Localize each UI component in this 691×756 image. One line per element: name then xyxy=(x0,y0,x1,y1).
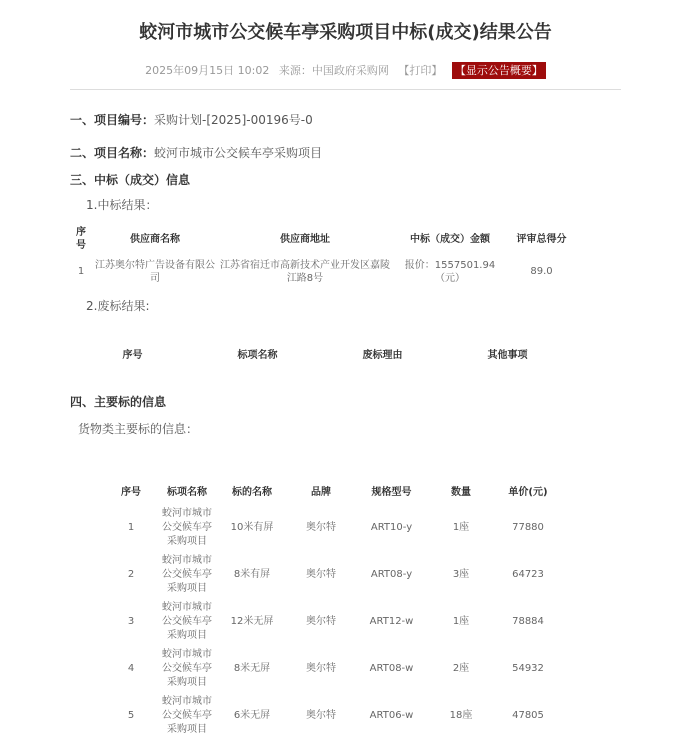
goods-cell-price: 54932 xyxy=(512,662,544,674)
page-title: 蛟河市城市公交候车亭采购项目中标(成交)结果公告 xyxy=(139,22,552,43)
goods-cell-no: 1 xyxy=(127,521,135,533)
goods-cell-brand: 奥尔特 xyxy=(306,709,336,721)
rejected-table-header-row xyxy=(70,347,570,363)
award-col-no: 序号 xyxy=(76,227,86,251)
goods-table-row xyxy=(106,645,561,692)
section-project-number xyxy=(70,112,621,129)
rejected-bids-table xyxy=(70,347,570,363)
section-award-info-heading: 三、中标（成交）信息 xyxy=(70,173,191,187)
goods-cell-qty: 18座 xyxy=(449,709,473,721)
goods-table-row xyxy=(106,598,561,645)
project-name-value: 蛟河市城市公交候车亭采购项目 xyxy=(154,146,323,160)
award-col-score: 评审总得分 xyxy=(516,233,567,245)
goods-col-price: 单价(元) xyxy=(508,486,548,498)
award-cell-no: 1 xyxy=(77,266,85,277)
goods-cell-model: ART10-y xyxy=(370,521,413,533)
show-summary-button[interactable]: 【显示公告概要】 xyxy=(452,62,546,79)
goods-cell-model: ART06-w xyxy=(369,709,414,721)
goods-cell-brand: 奥尔特 xyxy=(306,615,336,627)
goods-col-no: 序号 xyxy=(121,486,141,498)
goods-cell-price: 47805 xyxy=(512,709,544,721)
publish-datetime: 2025年09月15日 10:02 xyxy=(145,64,270,77)
goods-cell-qty: 1座 xyxy=(452,615,470,627)
goods-cell-item: 12米无屏 xyxy=(230,615,274,627)
goods-cell-price: 77880 xyxy=(512,521,544,533)
goods-cell-no: 3 xyxy=(127,615,135,627)
goods-cell-brand: 奥尔特 xyxy=(306,521,336,533)
goods-cell-item: 10米有屏 xyxy=(230,521,274,533)
goods-cell-no: 2 xyxy=(127,568,135,580)
goods-cell-qty: 3座 xyxy=(452,568,470,580)
award-table-header-row xyxy=(70,223,575,255)
goods-cell-price: 64723 xyxy=(512,568,544,580)
goods-cell-item: 8米有屏 xyxy=(233,568,271,580)
goods-cell-item: 6米无屏 xyxy=(233,709,271,721)
award-cell-address: 江苏省宿迁市高新技术产业开发区嘉陵江路8号 xyxy=(220,259,390,284)
goods-table-head xyxy=(106,480,561,504)
project-number-value: 采购计划-[2025]-00196号-0 xyxy=(154,113,313,127)
goods-table-body xyxy=(106,504,561,739)
goods-cell-model: ART12-w xyxy=(369,615,414,627)
goods-cell-qty: 1座 xyxy=(452,521,470,533)
goods-col-model: 规格型号 xyxy=(371,486,412,498)
goods-cell-qty: 2座 xyxy=(452,662,470,674)
goods-cell-brand: 奥尔特 xyxy=(306,662,336,674)
award-cell-supplier: 江苏奥尔特广告设备有限公司 xyxy=(95,259,215,284)
goods-col-item: 标的名称 xyxy=(232,486,272,498)
goods-cell-lot: 蛟河市城市公交候车亭采购项目 xyxy=(162,601,212,641)
award-table-head xyxy=(70,223,575,255)
goods-cell-lot: 蛟河市城市公交候车亭采购项目 xyxy=(162,648,212,688)
goods-info-label: 货物类主要标的信息： xyxy=(78,422,199,436)
award-result-label: 1.中标结果： xyxy=(86,198,158,212)
project-name-label: 二、项目名称： xyxy=(70,146,155,160)
project-number-label: 一、项目编号： xyxy=(70,113,155,127)
award-col-address: 供应商地址 xyxy=(280,233,330,245)
award-cell-score: 89.0 xyxy=(530,266,553,277)
goods-table-row xyxy=(106,692,561,739)
announcement-page xyxy=(0,20,691,739)
rejected-col-reason: 废标理由 xyxy=(362,349,403,361)
goods-cell-model: ART08-y xyxy=(370,568,413,580)
goods-cell-no: 4 xyxy=(127,662,135,674)
goods-table-row xyxy=(106,551,561,598)
goods-table-header-row xyxy=(106,480,561,504)
goods-cell-price: 78884 xyxy=(512,615,544,627)
rejected-table-head xyxy=(70,347,570,363)
goods-table-row xyxy=(106,504,561,551)
goods-cell-lot: 蛟河市城市公交候车亭采购项目 xyxy=(162,695,212,735)
goods-col-brand: 品牌 xyxy=(311,486,331,498)
rejected-result-label: 2.废标结果: xyxy=(86,299,150,313)
goods-cell-item: 8米无屏 xyxy=(233,662,271,674)
section-project-name xyxy=(70,145,621,162)
rejected-col-lot: 标项名称 xyxy=(237,349,278,361)
goods-col-qty: 数量 xyxy=(451,486,471,498)
announcement-body xyxy=(70,90,621,739)
award-result-table xyxy=(70,223,575,288)
goods-info-table xyxy=(106,480,561,739)
goods-cell-model: ART08-w xyxy=(369,662,414,674)
goods-cell-brand: 奥尔特 xyxy=(306,568,336,580)
award-col-amount: 中标（成交）金额 xyxy=(410,233,490,245)
award-col-supplier: 供应商名称 xyxy=(130,233,180,245)
goods-cell-lot: 蛟河市城市公交候车亭采购项目 xyxy=(162,507,212,547)
print-button[interactable]: 【打印】 xyxy=(398,64,443,77)
meta-line xyxy=(0,62,691,79)
rejected-col-no: 序号 xyxy=(122,349,143,361)
goods-cell-no: 5 xyxy=(127,709,135,721)
source-label: 来源：中国政府采购网 xyxy=(278,64,389,77)
rejected-col-other: 其他事项 xyxy=(487,349,528,361)
award-table-body xyxy=(70,255,575,288)
award-table-row xyxy=(70,255,575,288)
goods-cell-lot: 蛟河市城市公交候车亭采购项目 xyxy=(162,554,212,594)
goods-col-lot: 标项名称 xyxy=(167,486,207,498)
section-main-subject-heading: 四、主要标的信息 xyxy=(70,395,167,409)
award-cell-amount: 报价：1557501.94（元） xyxy=(404,259,496,284)
